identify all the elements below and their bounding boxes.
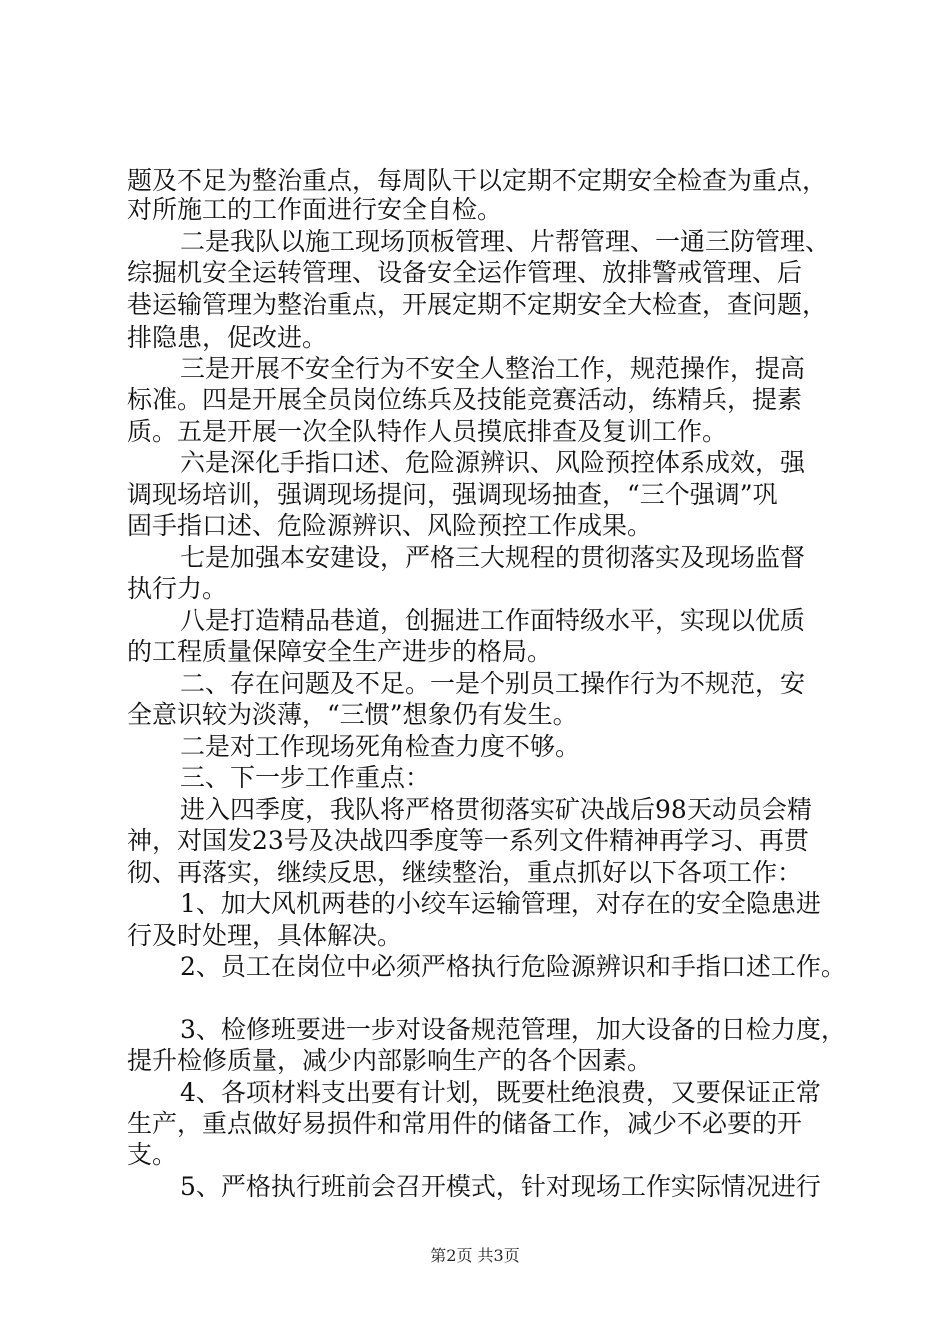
text-line	[0, 288, 950, 322]
text-line-content: 六是深化手指口述、危险源辨识、风险预控体系成效，强	[180, 448, 806, 477]
text-line	[0, 1138, 950, 1172]
text-line-content: 三是开展不安全行为不安全人整治工作，规范操作，提高	[180, 354, 806, 383]
text-line	[0, 1013, 950, 1047]
text-line	[0, 730, 950, 764]
text-line	[0, 415, 950, 449]
text-line-content: 全意识较为淡薄，“三惯”想象仍有发生。	[127, 700, 578, 729]
text-line-content: 神，对国发23号及决战四季度等一系列文件精神再学习、再贯	[127, 826, 809, 855]
text-line-content: 进入四季度，我队将严格贯彻落实矿决战后98天动员会精	[180, 795, 812, 824]
text-line	[0, 509, 950, 543]
text-line-content: 标准。四是开展全员岗位练兵及技能竞赛活动，练精兵，提素	[127, 385, 803, 414]
text-line	[0, 541, 950, 575]
text-line	[0, 1170, 950, 1204]
text-line-content: 4、各项材料支出要有计划，既要杜绝浪费，又要保证正常	[180, 1078, 821, 1107]
text-line-content: 3、检修班要进一步对设备规范管理，加大设备的日检力度，	[180, 1015, 846, 1044]
text-line-content: 二是对工作现场死角检查力度不够。	[180, 732, 581, 761]
text-line-content: 八是打造精品巷道，创掘进工作面特级水平，实现以优质	[180, 606, 806, 635]
text-line-content: 七是加强本安建设，严格三大规程的贯彻落实及现场监督	[180, 543, 806, 572]
page-footer: 第2页 共3页	[430, 1246, 520, 1265]
text-line-content: 生产，重点做好易损件和常用件的储备工作，减少不必要的开	[127, 1109, 803, 1138]
text-line-content: 支。	[127, 1140, 178, 1169]
text-line	[0, 193, 950, 227]
text-line	[0, 919, 950, 953]
text-line-content: 二是我队以施工现场顶板管理、片帮管理、一通三防管理、	[180, 227, 831, 256]
text-line-content: 调现场培训，强调现场提问，强调现场抽查，“三个强调”巩	[127, 480, 778, 509]
text-line	[0, 1076, 950, 1110]
text-line-content: 对所施工的工作面进行安全自检。	[127, 195, 503, 224]
text-line-content: 5、严格执行班前会召开模式，针对现场工作实际情况进行	[180, 1172, 821, 1201]
text-line-content: 固手指口述、危险源辨识、风险预控工作成果。	[127, 511, 653, 540]
text-line	[0, 352, 950, 386]
text-line	[0, 478, 950, 512]
text-line-content: 二、存在问题及不足。一是个别员工操作行为不规范，安	[180, 669, 806, 698]
text-line	[0, 1107, 950, 1141]
text-line	[0, 824, 950, 858]
text-line	[0, 887, 950, 921]
text-line	[0, 1044, 950, 1078]
text-line-content: 质。五是开展一次全队特作人员摸底排查及复训工作。	[127, 417, 728, 446]
text-line-content: 1、加大风机两巷的小绞车运输管理，对存在的安全隐患进	[180, 889, 821, 918]
text-line	[0, 761, 950, 795]
text-line	[0, 856, 950, 890]
text-line	[0, 604, 950, 638]
text-line	[0, 572, 950, 606]
text-line-content: 三、下一步工作重点：	[180, 763, 431, 792]
text-line-content: 巷运输管理为整治重点，开展定期不定期安全大检查，查问题，	[127, 290, 828, 319]
text-line-content: 2、员工在岗位中必须严格执行危险源辨识和手指口述工作。	[180, 952, 846, 981]
text-line-content: 题及不足为整治重点，每周队干以定期不定期安全检查为重点，	[127, 166, 828, 195]
text-line	[0, 383, 950, 417]
text-line	[0, 256, 950, 290]
text-line-content: 行及时处理，具体解决。	[127, 921, 403, 950]
text-line	[0, 635, 950, 669]
text-line-content: 提升检修质量，减少内部影响生产的各个因素。	[127, 1046, 653, 1075]
text-line-content: 排隐患，促改进。	[127, 323, 328, 352]
text-line	[0, 321, 950, 355]
text-line-content: 执行力。	[127, 574, 228, 603]
text-line	[0, 446, 950, 480]
text-line-content: 彻、再落实，继续反思，继续整治，重点抓好以下各项工作：	[127, 858, 803, 887]
text-line	[0, 225, 950, 259]
text-line	[0, 793, 950, 827]
text-line-content: 的工程质量保障安全生产进步的格局。	[127, 637, 553, 666]
text-line	[0, 667, 950, 701]
text-line	[0, 950, 950, 984]
text-line	[0, 698, 950, 732]
text-line-content: 综掘机安全运转管理、设备安全运作管理、放排警戒管理、后	[127, 258, 803, 287]
